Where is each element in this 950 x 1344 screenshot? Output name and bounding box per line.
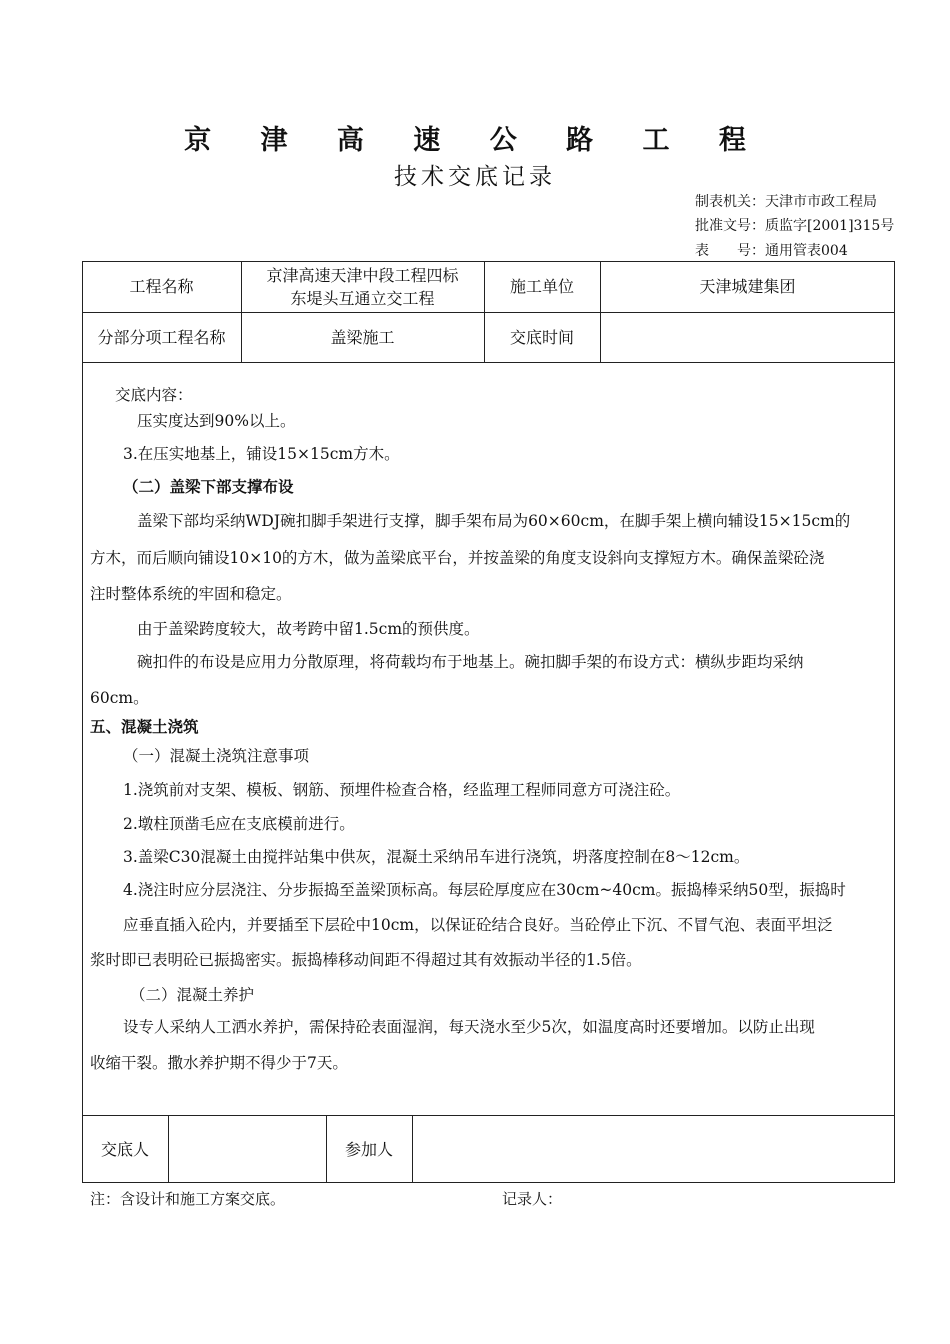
content-line: 交底内容： (115, 386, 193, 404)
date-label: 交底时间 (509, 327, 574, 347)
date-value (600, 312, 895, 362)
document-subtitle: 技术交底记录 (394, 164, 556, 190)
content-line: 碗扣件的布设是应用力分散原理，将荷载均布于地基上。碗扣脚手架的布设方式：横纵步距均采纳 (137, 653, 804, 671)
contractor-value: 天津城建集团 (699, 277, 796, 296)
footer-note: 注：含设计和施工方案交底。 (90, 1190, 286, 1208)
document-title: 京 津 高 速 公 路 工 程 (184, 125, 766, 156)
section-heading: 五、混凝土浇筑 (90, 717, 199, 736)
form-number-text: 表 号：通用管表004 (695, 243, 848, 259)
content-line: 4.浇注时应分层浇注、分步振捣至盖梁顶标高。每层砼厚度应在30cm~40cm。振捣棒采纳50型，振捣时 (123, 881, 846, 899)
participant-value (412, 1115, 895, 1183)
content-line: （一）混凝土浇筑注意事项 (123, 747, 310, 765)
project-name-line: 京津高速天津中段工程四标 (266, 265, 459, 285)
project-name-value (241, 261, 484, 312)
content-line: 收缩干裂。撒水养护期不得少于7天。 (90, 1054, 348, 1072)
presenter-value (168, 1115, 326, 1183)
content-line: 方木，而后顺向铺设10×10的方木，做为盖梁底平台，并按盖梁的角度支设斜向支撑短方木。确保盖梁砼浇 (90, 549, 825, 567)
content-line: 盖梁下部均采纳WDJ碗扣脚手架进行支撑，脚手架布局为60×60cm，在脚手架上横向辅设15×15cm的 (137, 512, 851, 530)
content-line: 3.盖梁C30混凝土由搅拌站集中供灰，混凝土采纳吊车进行浇筑，坍落度控制在8～12cm。 (123, 848, 750, 866)
participant-label: 参加人 (344, 1139, 393, 1159)
recorder-label: 记录人： (502, 1190, 563, 1208)
content-line: 浆时即已表明砼已振捣密实。振捣棒移动间距不得超过其有效振动半径的1.5倍。 (90, 951, 642, 969)
approval-text: 批准文号：质监字[2001]315号 (695, 218, 895, 234)
sub-project-label: 分部分项工程名称 (97, 327, 226, 347)
content-line: 压实度达到90%以上。 (137, 412, 296, 430)
presenter-label: 交底人 (100, 1139, 149, 1159)
project-name-label: 工程名称 (129, 277, 194, 296)
content-line: 3.在压实地基上，铺设15×15cm方木。 (123, 445, 400, 463)
content-line: 60cm。 (90, 689, 149, 707)
content-line: 1.浇筑前对支架、模板、钢筋、预埋件检查合格，经监理工程师同意方可浇注砼。 (123, 781, 681, 799)
content-line: 应垂直插入砼内，并要插至下层砼中10cm，以保证砼结合良好。当砼停止下沉、不冒气泡、表面平坦泛 (123, 916, 833, 934)
content-line: 设专人采纳人工洒水养护，需保持砼表面湿润，每天浇水至少5次，如温度高时还要增加。以防止出现 (123, 1018, 815, 1036)
content-line: 注时整体系统的牢固和稳定。 (90, 585, 292, 603)
content-line: （二）混凝土养护 (130, 986, 255, 1004)
content-line: 2.墩柱顶凿毛应在支底模前进行。 (123, 815, 355, 833)
table-divider (82, 362, 895, 363)
contractor-label: 施工单位 (509, 277, 574, 296)
record-table (82, 261, 895, 1183)
project-name-line: 东堤头互通立交工程 (290, 288, 435, 308)
content-line: 由于盖梁跨度较大，故考跨中留1.5cm的预供度。 (137, 620, 480, 638)
issuer-text: 制表机关：天津市市政工程局 (695, 194, 877, 210)
section-heading: （二）盖梁下部支撑布设 (123, 477, 294, 496)
sub-project-value: 盖梁施工 (330, 327, 395, 347)
